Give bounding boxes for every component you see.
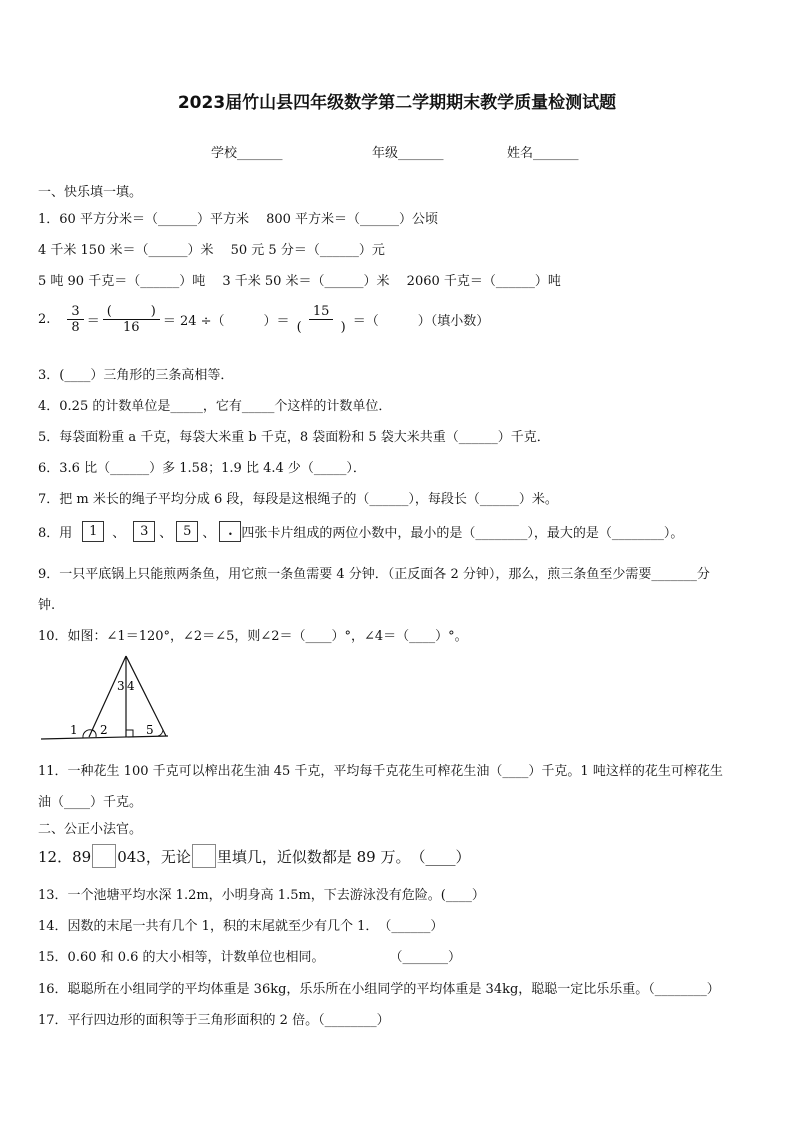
fraction-3-numerator: 15 [309, 304, 334, 320]
fraction-2-denominator: 16 [123, 320, 140, 335]
question-3: 3．(____）三角形的三条高相等． [38, 368, 234, 383]
section-1-heading: 一、快乐填一填。 [38, 185, 143, 200]
triangle-figure [36, 652, 176, 744]
fraction-2 [103, 304, 160, 335]
angle-label-1: 1 [70, 723, 78, 737]
fraction-2-numerator: ( ) [103, 304, 160, 320]
decimal-expression: ＝（ ）（填小数） [352, 314, 490, 329]
question-7: 7．把 m 米长的绳子平均分成 6 段，每段是这根绳子的（______），每段长（______）米。 [38, 492, 558, 507]
separator: 、 [159, 526, 173, 541]
card-1: 1 [82, 521, 104, 542]
question-11-line-2: 油（____）千克。 [38, 795, 143, 810]
question-12 [38, 844, 470, 868]
question-4: 4．0.25 的计数单位是_____，它有_____个这样的计数单位． [38, 399, 392, 414]
question-17: 17．平行四边形的面积等于三角形面积的 2 倍。（________） [38, 1013, 390, 1028]
question-12-part-2: 043，无论 [117, 847, 191, 866]
question-15: 15．0.60 和 0.6 的大小相等，计数单位也相同。 （_______） [38, 950, 462, 965]
section-2-heading: 二、公正小法官。 [38, 822, 143, 837]
question-8-prefix: 8．用 [38, 526, 73, 541]
question-8-suffix: 四张卡片组成的两位小数中，最小的是（________），最大的是（________）。 [241, 526, 684, 541]
question-11-line-1: 11．一种花生 100 千克可以榨出花生油 45 千克，平均每千克花生可榨花生油（____）千克。1 吨这样的花生可榨花生 [38, 764, 723, 779]
fraction-1-numerator: 3 [67, 304, 83, 320]
question-9-line-1: 9．一只平底锅上只能煎两条鱼，用它煎一条鱼需要 4 分钟．（正反面各 2 分钟），那么，煎三条鱼至少需要_______分 [38, 567, 710, 582]
school-field: 学校_______ [211, 146, 283, 161]
separator: 、 [112, 526, 126, 541]
fraction-3 [293, 304, 350, 335]
card-3: 3 [133, 521, 155, 542]
question-12-part-3: 里填几，近似数都是 89 万。 （____） [216, 847, 471, 866]
question-12-part-1: 12．89 [38, 847, 92, 866]
question-8 [38, 521, 683, 542]
grade-field: 年级_______ [372, 146, 444, 161]
question-14: 14．因数的末尾一共有几个 1，积的末尾就至少有几个 1． （______） [38, 919, 444, 934]
question-2-label: 2. [38, 312, 51, 327]
question-1-line-2: 4 千米 150 米＝（______）米 50 元 5 分＝（______）元 [38, 243, 385, 258]
angle-label-2: 2 [100, 723, 108, 737]
name-field: 姓名_______ [507, 146, 579, 161]
question-5: 5．每袋面粉重 a 千克，每袋大米重 b 千克，8 袋面粉和 5 袋大米共重（______）千克． [38, 430, 550, 445]
angle-label-4: 4 [127, 679, 135, 693]
angle-5-arc [158, 730, 163, 736]
digit-box-2 [192, 844, 216, 868]
angle-label-3: 3 [117, 679, 125, 693]
question-1-line-3: 5 吨 90 千克＝（______）吨 3 千米 50 米＝（______）米 2060 千克＝（______）吨 [38, 274, 561, 289]
digit-box-1 [92, 844, 116, 868]
question-1-line-1: 1．60 平方分米＝（______）平方米 800 平方米＝（______）公顷 [38, 212, 439, 227]
question-10: 10．如图：∠1＝120°，∠2＝∠5，则∠2＝（____）°，∠4＝（____）°。 [38, 629, 468, 644]
question-6: 6．3.6 比（______）多 1.58；1.9 比 4.4 少（_____）． [38, 461, 366, 476]
fraction-1 [67, 304, 83, 335]
fraction-3-denominator: ( ) [296, 320, 346, 335]
division-expression: ＝ 24 ÷（ ）＝ [162, 314, 290, 329]
card-decimal-point: . [219, 521, 241, 542]
fraction-1-denominator: 8 [71, 320, 80, 335]
question-9-line-2: 钟. [38, 598, 56, 613]
question-2 [38, 304, 489, 335]
page-title: 2023届竹山县四年级数学第二学期期末教学质量检测试题 [177, 93, 617, 113]
angle-label-5: 5 [146, 723, 154, 737]
card-5: 5 [176, 521, 198, 542]
right-angle-mark [126, 730, 133, 737]
separator: 、 [202, 526, 216, 541]
question-16: 16．聪聪所在小组同学的平均体重是 36kg，乐乐所在小组同学的平均体重是 34kg，聪聪一定比乐乐重。（________） [38, 982, 720, 997]
question-13: 13．一个池塘平均水深 1.2m，小明身高 1.5m，下去游泳没有危险。(____） [38, 888, 485, 903]
equals-sign: ＝ [86, 314, 100, 329]
